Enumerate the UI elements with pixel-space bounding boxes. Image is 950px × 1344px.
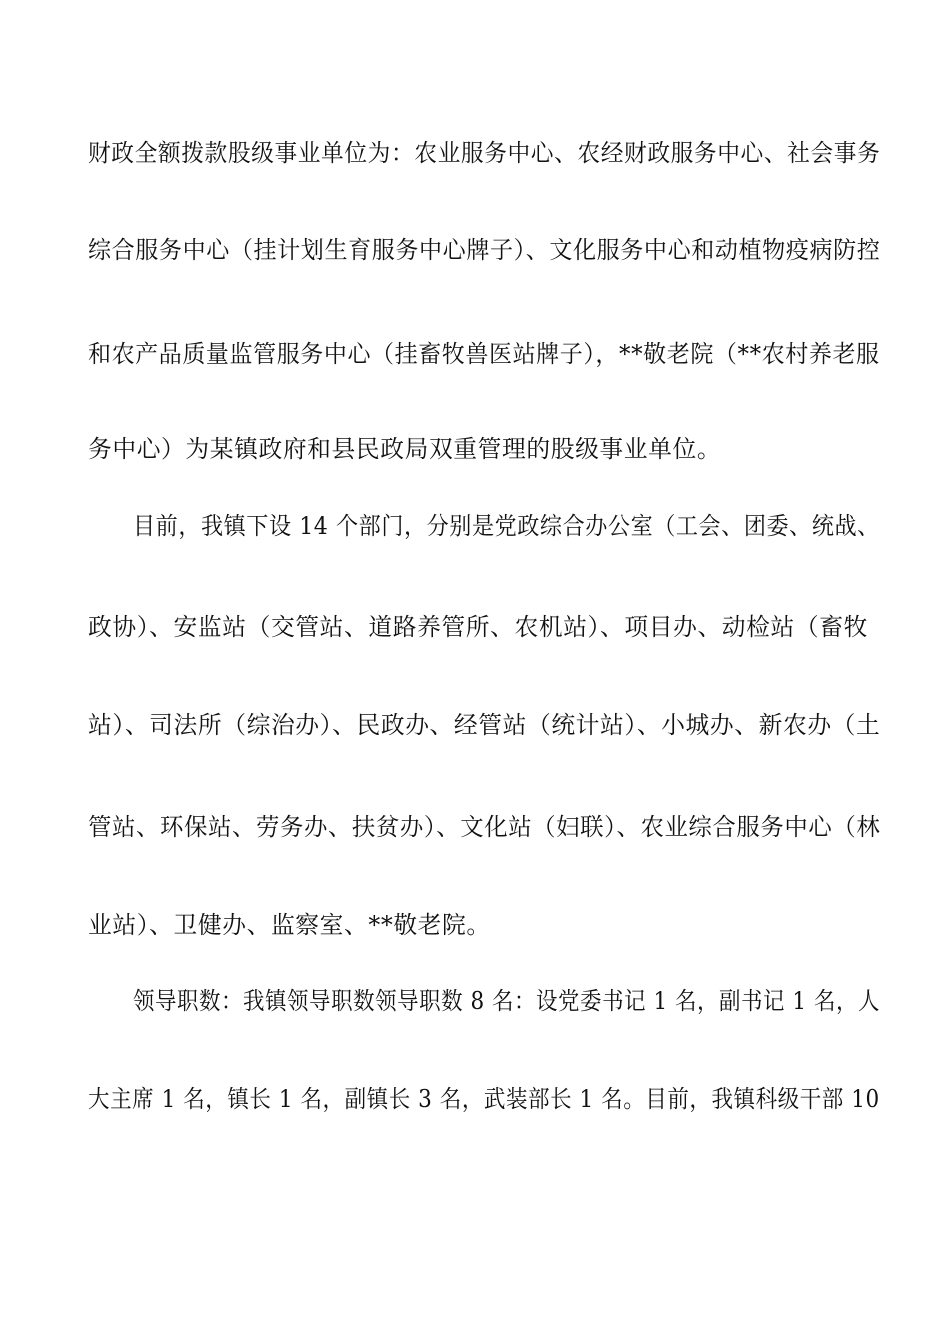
text-line: 财政全额拨款股级事业单位为：农业服务中心、农经财政服务中心、社会事务 [88,139,881,167]
text-line: 综合服务中心（挂计划生育服务中心牌子）、文化服务中心和动植物疫病防控 [88,236,881,264]
text-line: 政协）、安监站（交管站、道路养管所、农机站）、项目办、动检站（畜牧 [88,613,868,641]
text-line: 站）、司法所（综治办）、民政办、经管站（统计站）、小城办、新农办（土 [88,711,881,739]
paragraph-start-line: 领导职数：我镇领导职数领导职数 8 名：设党委书记 1 名，副书记 1 名，人 [133,987,880,1015]
text-line: 业站）、卫健办、监察室、**敬老院。 [88,911,491,939]
text-line: 和农产品质量监管服务中心（挂畜牧兽医站牌子），**敬老院（**农村养老服 [88,340,880,368]
paragraph-start-line: 目前，我镇下设 14 个部门，分别是党政综合办公室（工会、团委、统战、 [133,512,880,540]
text-line: 管站、环保站、劳务办、扶贫办）、文化站（妇联）、农业综合服务中心（林 [88,813,881,841]
text-line: 大主席 1 名，镇长 1 名，副镇长 3 名，武装部长 1 名。目前，我镇科级干部 10 [88,1085,880,1113]
text-line: 务中心）为某镇政府和县民政局双重管理的股级事业单位。 [88,435,722,463]
